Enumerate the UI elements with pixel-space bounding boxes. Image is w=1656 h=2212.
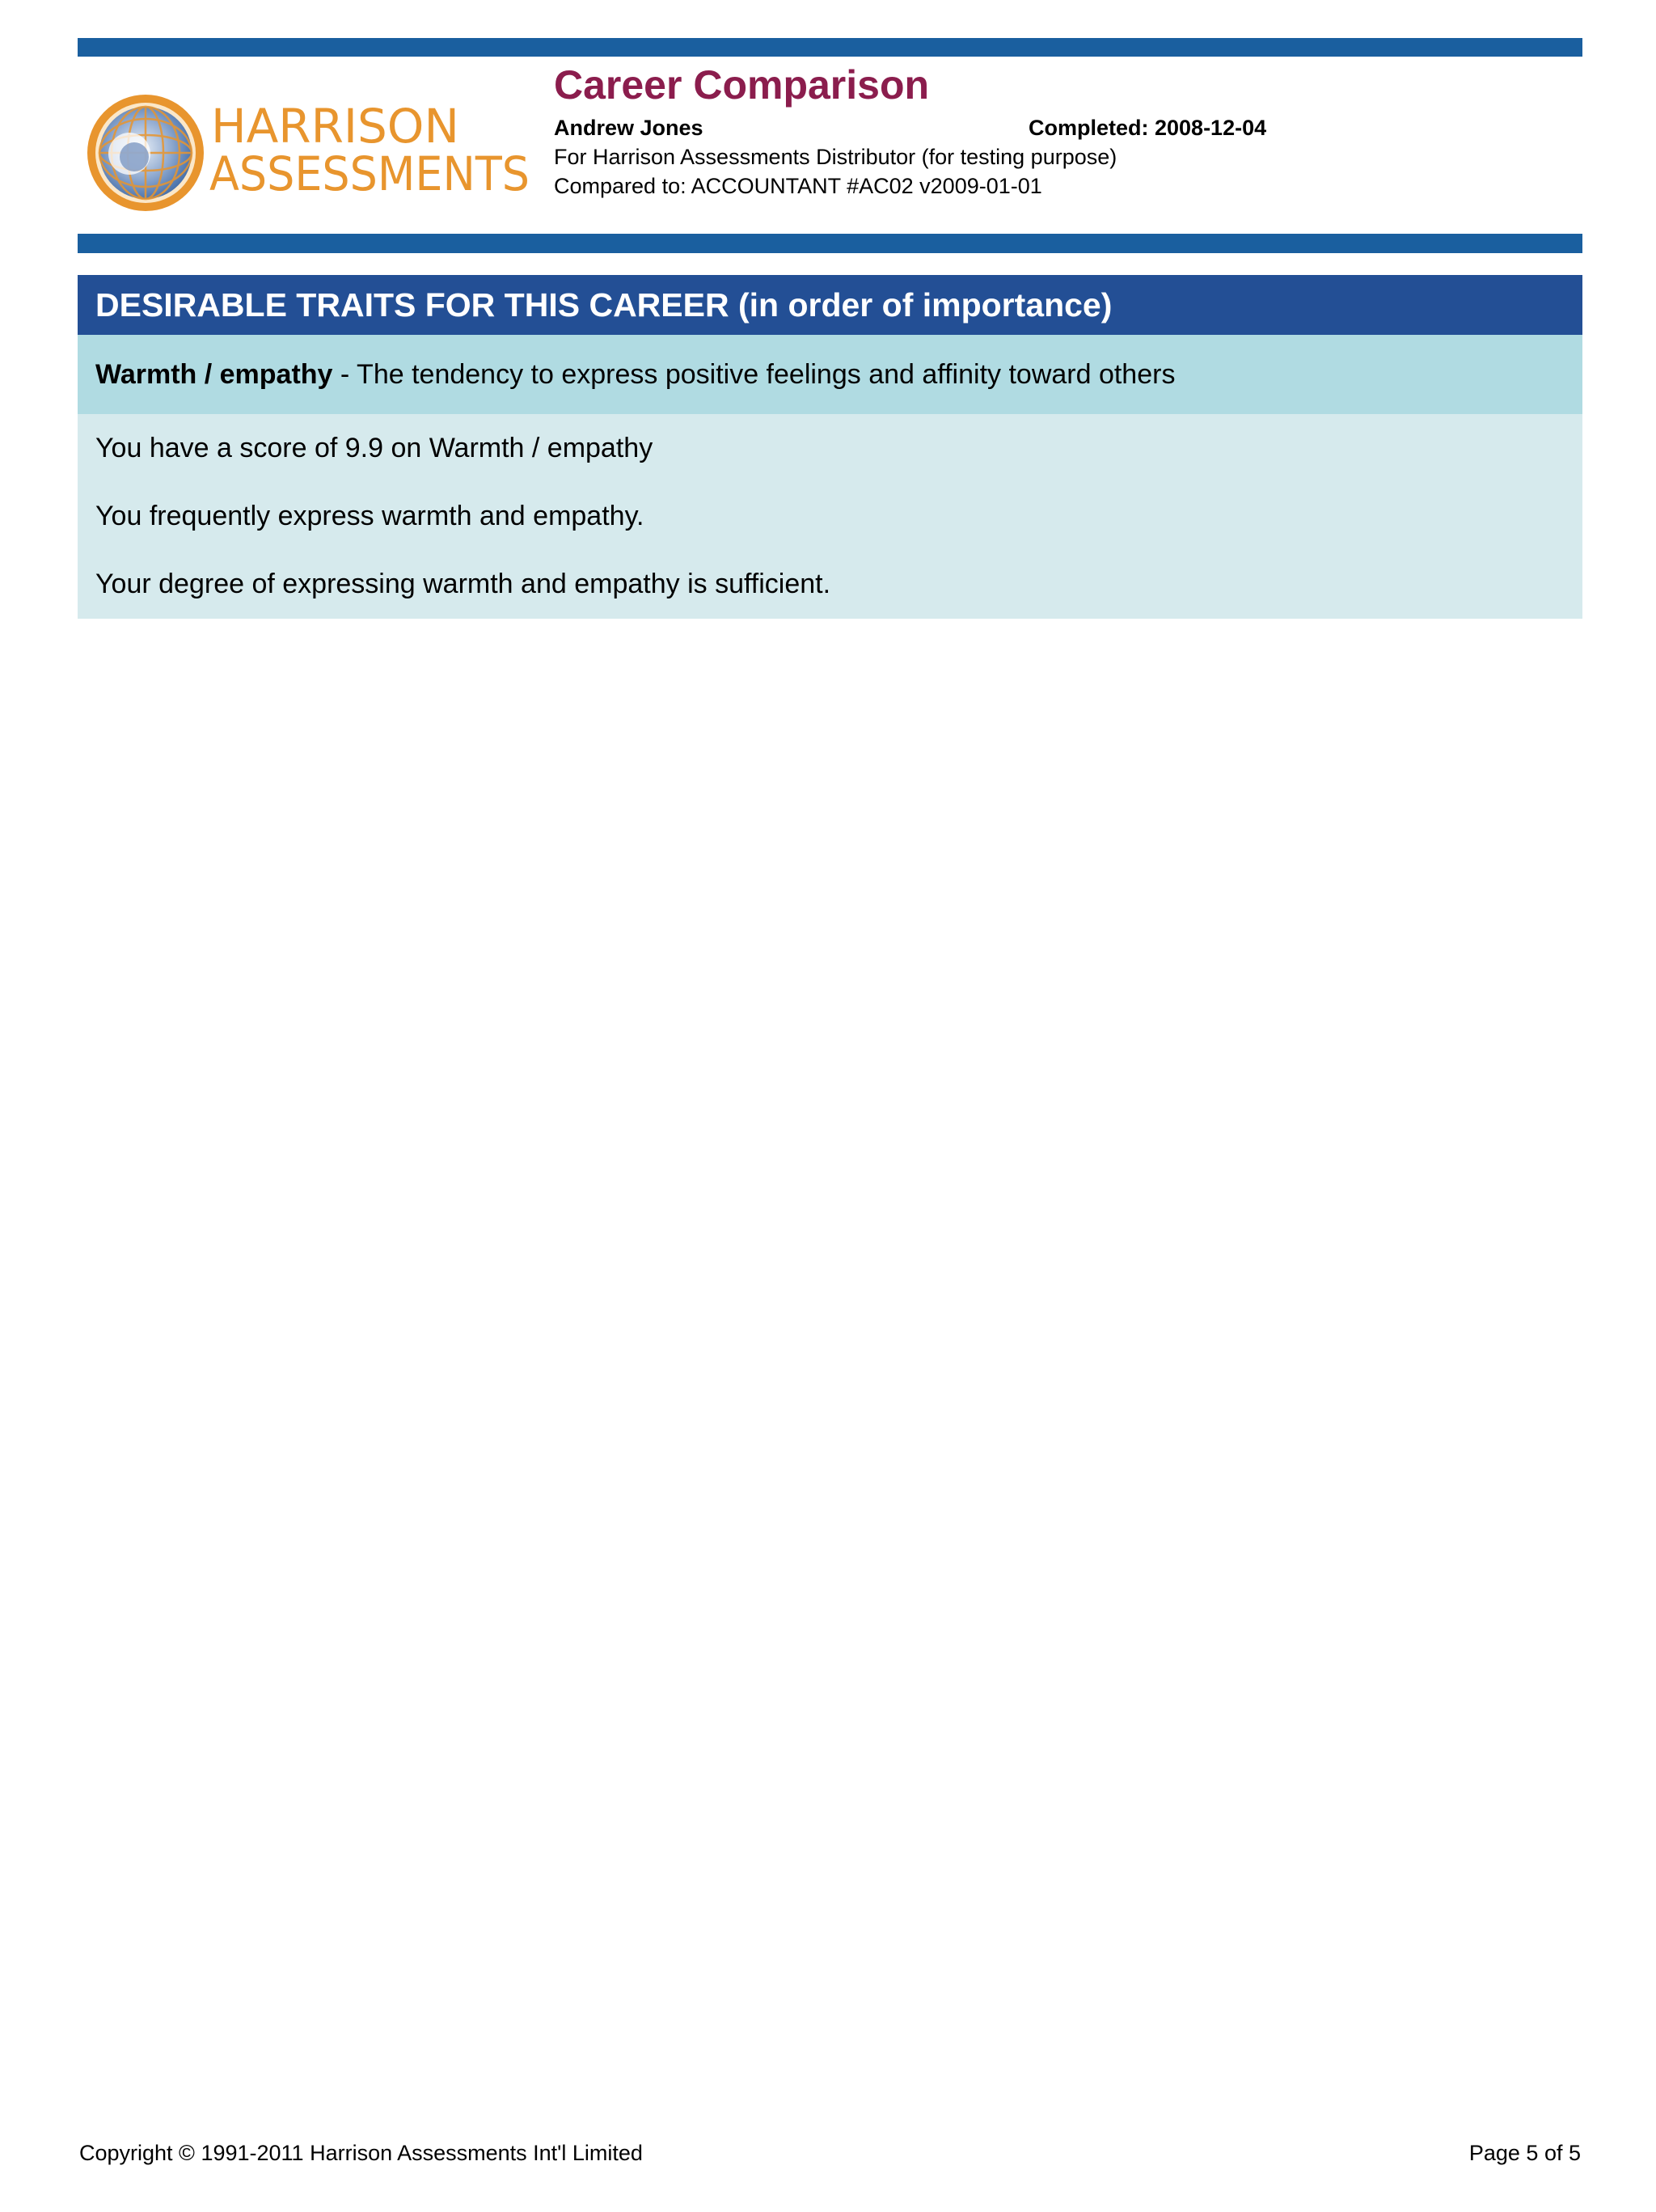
section-title: DESIRABLE TRAITS FOR THIS CAREER (in order of importance) [78, 275, 1582, 335]
compared-to-line: Compared to: ACCOUNTANT #AC02 v2009-01-01 [554, 174, 1042, 198]
distributor-line: For Harrison Assessments Distributor (for testing purpose) [554, 145, 1117, 169]
globe-icon [87, 95, 204, 211]
person-name: Andrew Jones [554, 116, 703, 140]
logo-graphic [84, 91, 534, 216]
header-bottom-bar [78, 234, 1582, 253]
harrison-assessments-logo [84, 91, 534, 216]
trait-description: - The tendency to express positive feelings and affinity toward others [332, 359, 1176, 390]
meta-row [554, 113, 1565, 142]
page-title: Career Comparison [554, 62, 930, 108]
trait-score-line: You have a score of 9.9 on Warmth / empathy [95, 433, 653, 463]
trait-frequency-line: You frequently express warmth and empathy. [95, 501, 644, 531]
footer-page-number: Page 5 of 5 [1468, 2141, 1581, 2165]
trait-sufficiency-line: Your degree of expressing warmth and empathy is sufficient. [95, 569, 831, 599]
header-top-bar [78, 38, 1582, 57]
logo-text-assessments: ASSESSMENTS [209, 146, 530, 201]
report-header [554, 57, 1565, 201]
completed-date: Completed: 2008-12-04 [1029, 116, 1267, 140]
trait-details [78, 414, 1582, 619]
logo-text-harrison: HARRISON [211, 99, 459, 154]
trait-header [78, 335, 1582, 414]
trait-name: Warmth / empathy [95, 359, 333, 390]
footer-copyright: Copyright © 1991-2011 Harrison Assessments Int'l Limited [79, 2141, 643, 2165]
